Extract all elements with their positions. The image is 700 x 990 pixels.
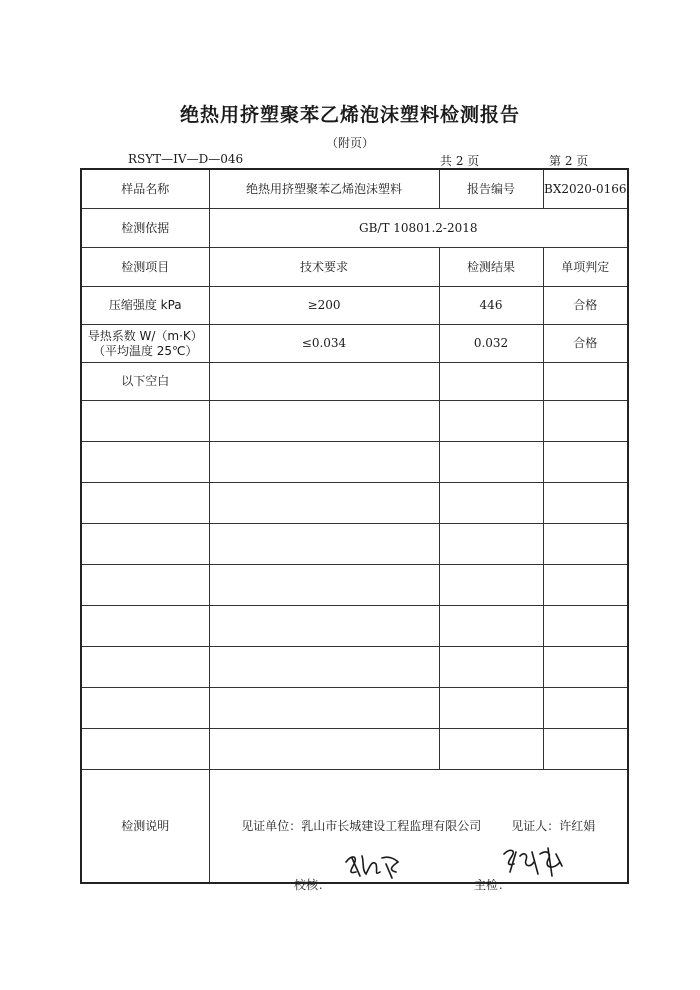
- column-header-item: 检测项目: [81, 248, 209, 287]
- table-row: [81, 401, 628, 442]
- table-row: [81, 647, 628, 688]
- empty-cell: [81, 524, 209, 565]
- empty-cell: [439, 524, 543, 565]
- reviewer-signature: [498, 842, 568, 882]
- reviewer-label: 主检：: [474, 878, 511, 892]
- report-title: 绝热用挤塑聚苯乙烯泡沫塑料检测报告: [179, 104, 520, 126]
- report-number-label: 报告编号: [439, 169, 543, 209]
- item-thermal-conductivity: [81, 325, 209, 363]
- table-row: [81, 325, 628, 363]
- empty-cell: [81, 647, 209, 688]
- empty-cell: [209, 729, 439, 770]
- table-row: [81, 524, 628, 565]
- test-basis-value: GB/T 10801.2-2018: [209, 209, 628, 248]
- witness-person: 见证人：许红娟: [511, 818, 596, 833]
- table-row: [81, 688, 628, 729]
- judgement-compressive-strength: 合格: [543, 287, 628, 325]
- sample-name-label: 样品名称: [81, 169, 209, 209]
- blank-below-label: 以下空白: [81, 363, 209, 401]
- result-thermal-conductivity: 0.032: [439, 325, 543, 363]
- report-number-value: BX2020-0166: [543, 169, 628, 209]
- empty-cell: [209, 524, 439, 565]
- empty-cell: [81, 442, 209, 483]
- report-subtitle: （附页）: [325, 136, 374, 150]
- result-compressive-strength: 446: [439, 287, 543, 325]
- column-header-row: [81, 248, 628, 287]
- empty-cell: [439, 483, 543, 524]
- checker-label: 校核：: [294, 878, 331, 892]
- table-row: [81, 363, 628, 401]
- empty-cell: [543, 729, 628, 770]
- empty-cell: [81, 483, 209, 524]
- empty-cell: [209, 442, 439, 483]
- empty-cell: [81, 606, 209, 647]
- empty-cell: [209, 606, 439, 647]
- requirement-compressive-strength: ≥200: [209, 287, 439, 325]
- empty-cell: [439, 688, 543, 729]
- page-number: 第 2 页: [549, 154, 589, 168]
- judgement-thermal-conductivity: 合格: [543, 325, 628, 363]
- empty-cell: [543, 606, 628, 647]
- table-row: [81, 565, 628, 606]
- empty-cell: [439, 647, 543, 688]
- empty-cell: [439, 442, 543, 483]
- item-compressive-strength: 压缩强度 kPa: [81, 287, 209, 325]
- empty-cell: [543, 565, 628, 606]
- table-row: [81, 483, 628, 524]
- empty-cell: [543, 483, 628, 524]
- column-header-judgement: 单项判定: [543, 248, 628, 287]
- total-pages: 共 2 页: [440, 154, 480, 168]
- column-header-requirement: 技术要求: [209, 248, 439, 287]
- sample-name-value: 绝热用挤塑聚苯乙烯泡沫塑料: [209, 169, 439, 209]
- empty-cell: [543, 442, 628, 483]
- empty-cell: [81, 565, 209, 606]
- item-thermal-conductivity-line2: （平均温度 25℃）: [92, 343, 198, 358]
- test-basis-label: 检测依据: [81, 209, 209, 248]
- empty-cell: [81, 401, 209, 442]
- empty-cell: [81, 729, 209, 770]
- column-header-result: 检测结果: [439, 248, 543, 287]
- test-basis-row: [81, 209, 628, 248]
- empty-cell: [543, 401, 628, 442]
- empty-cell: [543, 363, 628, 401]
- empty-cell: [439, 363, 543, 401]
- empty-cell: [209, 688, 439, 729]
- empty-cell: [81, 688, 209, 729]
- table-row: [81, 442, 628, 483]
- empty-cell: [439, 729, 543, 770]
- report-table: [80, 168, 629, 884]
- empty-cell: [543, 524, 628, 565]
- empty-cell: [439, 401, 543, 442]
- table-row: [81, 287, 628, 325]
- table-row: [81, 606, 628, 647]
- empty-cell: [543, 647, 628, 688]
- empty-cell: [209, 647, 439, 688]
- item-thermal-conductivity-line1: 导热系数 W/（m·K）: [87, 328, 203, 343]
- requirement-thermal-conductivity: ≤0.034: [209, 325, 439, 363]
- sample-name-row: [81, 169, 628, 209]
- empty-cell: [439, 606, 543, 647]
- document-code: RSYT—IV—D—046: [128, 152, 244, 166]
- witness-unit: 见证单位：乳山市长城建设工程监理有限公司: [241, 818, 482, 833]
- test-notes-label: 检测说明: [81, 770, 209, 884]
- empty-cell: [439, 565, 543, 606]
- table-row: [81, 729, 628, 770]
- empty-cell: [209, 401, 439, 442]
- empty-cell: [209, 483, 439, 524]
- checker-signature: [342, 848, 406, 882]
- empty-cell: [209, 363, 439, 401]
- empty-cell: [209, 565, 439, 606]
- empty-cell: [543, 688, 628, 729]
